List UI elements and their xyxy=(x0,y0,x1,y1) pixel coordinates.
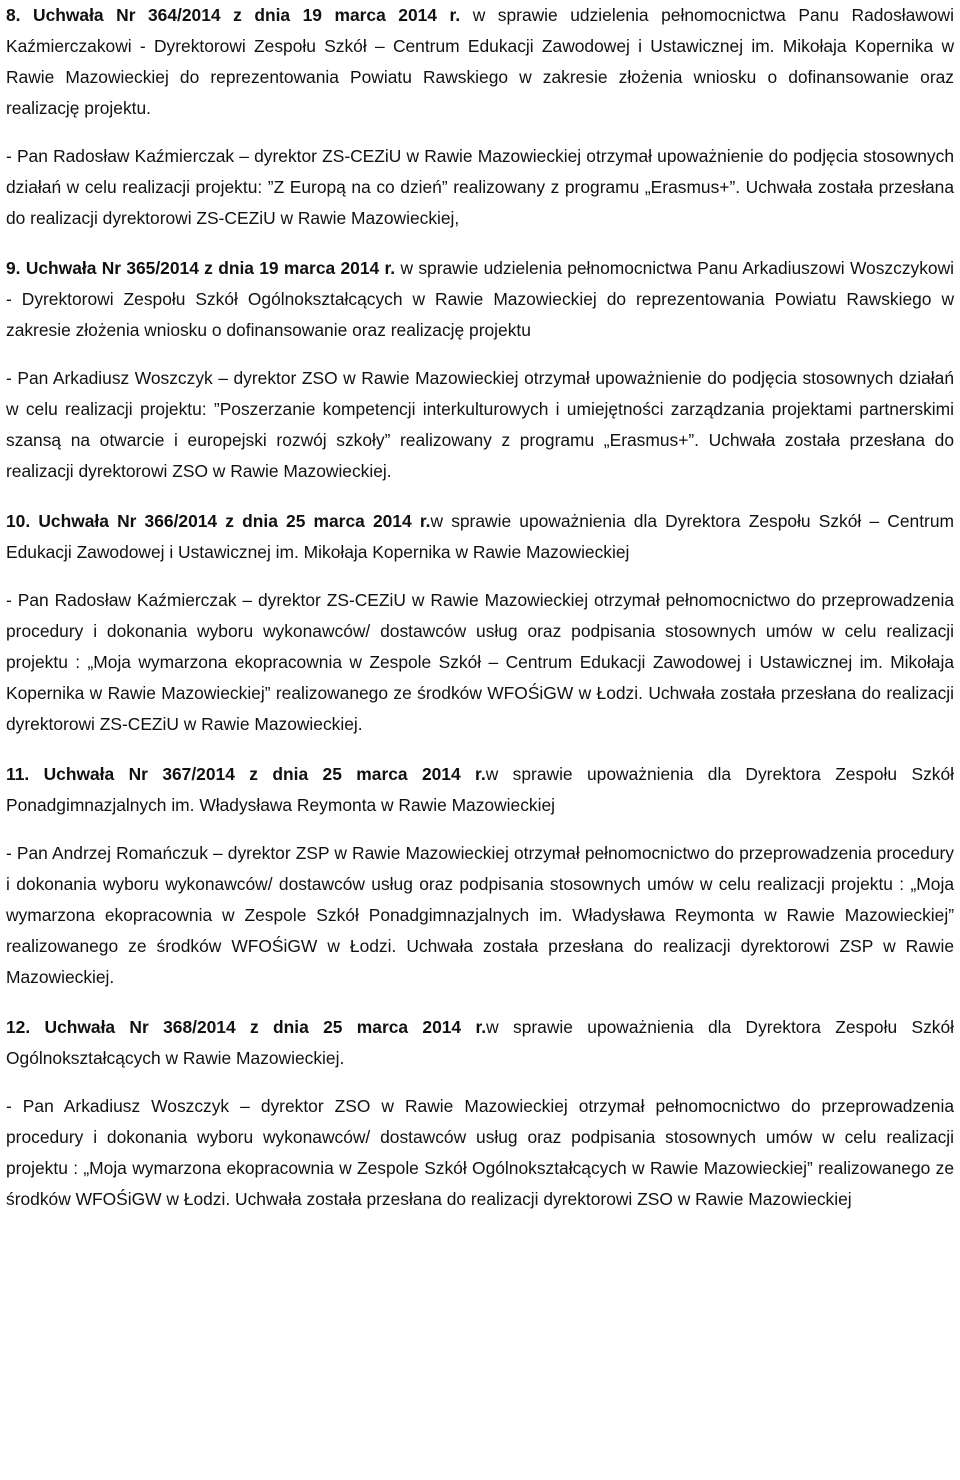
resolution-number-date: 10. Uchwała Nr 366/2014 z dnia 25 marca 2014 r. xyxy=(6,511,431,531)
resolution-title: w sprawie udzielenia pełnomocnictwa Panu Arkadiuszowi Woszczykowi - Dyrektorowi Zespołu Szkół Ogólnokształcących w Rawie Mazowieckiej do reprezentowania Powiatu Rawskiego w zakresie złożenia wniosku o dofinansowanie oraz realizację projektu xyxy=(6,258,954,340)
resolution-number-date: 8. Uchwała Nr 364/2014 z dnia 19 marca 2014 r. xyxy=(6,5,461,25)
resolution-item-9 xyxy=(6,253,954,487)
resolution-title: w sprawie upoważnienia dla Dyrektora Zespołu Szkół – Centrum Edukacji Zawodowej i Ustawicznej im. Mikołaja Kopernika w Rawie Mazowieckiej xyxy=(6,511,954,562)
resolution-description: - Pan Radosław Kaźmierczak – dyrektor ZS-CEZiU w Rawie Mazowieckiej otrzymał pełnomocnictwo do przeprowadzenia procedury i dokonania wyboru wykonawców/ dostawców usług oraz podpisania stosownych umów w celu realizacji projektu : „Moja wymarzona ekopracownia w Zespole Szkół – Centrum Edukacji Zawodowej i Ustawicznej im. Mikołaja Kopernika w Rawie Mazowieckiej” realizowanego ze środków WFOŚiGW w Łodzi. Uchwała została przesłana do realizacji dyrektorowi ZS-CEZiU w Rawie Mazowieckiej. xyxy=(6,590,954,734)
resolution-number-date: 11. Uchwała Nr 367/2014 z dnia 25 marca 2014 r. xyxy=(6,764,486,784)
resolution-heading xyxy=(6,506,954,568)
resolution-description: - Pan Arkadiusz Woszczyk – dyrektor ZSO w Rawie Mazowieckiej otrzymał upoważnienie do podjęcia stosownych działań w celu realizacji projektu: ”Poszerzanie kompetencji interkulturowych i umiejętności zarządzania projektami partnerskimi szansą na otwarcie i europejski rozwój szkoły” realizowany z programu „Erasmus+”. Uchwała została przesłana do realizacji dyrektorowi ZSO w Rawie Mazowieckiej. xyxy=(6,368,954,481)
resolution-title: w sprawie upoważnienia dla Dyrektora Zespołu Szkół Ogólnokształcących w Rawie Mazowieckiej. xyxy=(6,1017,954,1068)
resolution-heading xyxy=(6,253,954,346)
resolution-item-10 xyxy=(6,506,954,740)
resolution-description: - Pan Andrzej Romańczuk – dyrektor ZSP w Rawie Mazowieckiej otrzymał pełnomocnictwo do przeprowadzenia procedury i dokonania wyboru wykonawców/ dostawców usług oraz podpisania stosownych umów w celu realizacji projektu : „Moja wymarzona ekopracownia w Zespole Szkół Ponadgimnazjalnych im. Władysława Reymonta w Rawie Mazowieckiej” realizowanego ze środków WFOŚiGW w Łodzi. Uchwała została przesłana do realizacji dyrektorowi ZSP w Rawie Mazowieckiej. xyxy=(6,843,954,987)
resolution-description: - Pan Arkadiusz Woszczyk – dyrektor ZSO w Rawie Mazowieckiej otrzymał pełnomocnictwo do przeprowadzenia procedury i dokonania wyboru wykonawców/ dostawców usług oraz podpisania stosownych umów w celu realizacji projektu : „Moja wymarzona ekopracownia w Zespole Szkół Ogólnokształcących w Rawie Mazowieckiej” realizowanego ze środków WFOŚiGW w Łodzi. Uchwała została przesłana do realizacji dyrektorowi ZSO w Rawie Mazowieckiej xyxy=(6,1096,954,1209)
resolution-title: w sprawie upoważnienia dla Dyrektora Zespołu Szkół Ponadgimnazjalnych im. Władysława Reymonta w Rawie Mazowieckiej xyxy=(6,764,954,815)
resolution-heading xyxy=(6,0,954,124)
resolution-title: w sprawie udzielenia pełnomocnictwa Panu Radosławowi Kaźmierczakowi - Dyrektorowi Zespołu Szkół – Centrum Edukacji Zawodowej i Ustawicznej im. Mikołaja Kopernika w Rawie Mazowieckiej do reprezentowania Powiatu Rawskiego w zakresie złożenia wniosku o dofinansowanie oraz realizację projektu. xyxy=(6,5,954,118)
resolution-number-date: 12. Uchwała Nr 368/2014 z dnia 25 marca 2014 r. xyxy=(6,1017,487,1037)
resolution-number-date: 9. Uchwała Nr 365/2014 z dnia 19 marca 2014 r. xyxy=(6,258,396,278)
resolution-item-8 xyxy=(6,0,954,234)
document xyxy=(6,0,954,1215)
resolution-item-11 xyxy=(6,759,954,993)
resolution-heading xyxy=(6,759,954,821)
resolution-item-12 xyxy=(6,1012,954,1215)
resolution-heading xyxy=(6,1012,954,1074)
resolution-description: - Pan Radosław Kaźmierczak – dyrektor ZS-CEZiU w Rawie Mazowieckiej otrzymał upoważnienie do podjęcia stosownych działań w celu realizacji projektu: ”Z Europą na co dzień” realizowany z programu „Erasmus+”. Uchwała została przesłana do realizacji dyrektorowi ZS-CEZiU w Rawie Mazowieckiej, xyxy=(6,146,954,228)
